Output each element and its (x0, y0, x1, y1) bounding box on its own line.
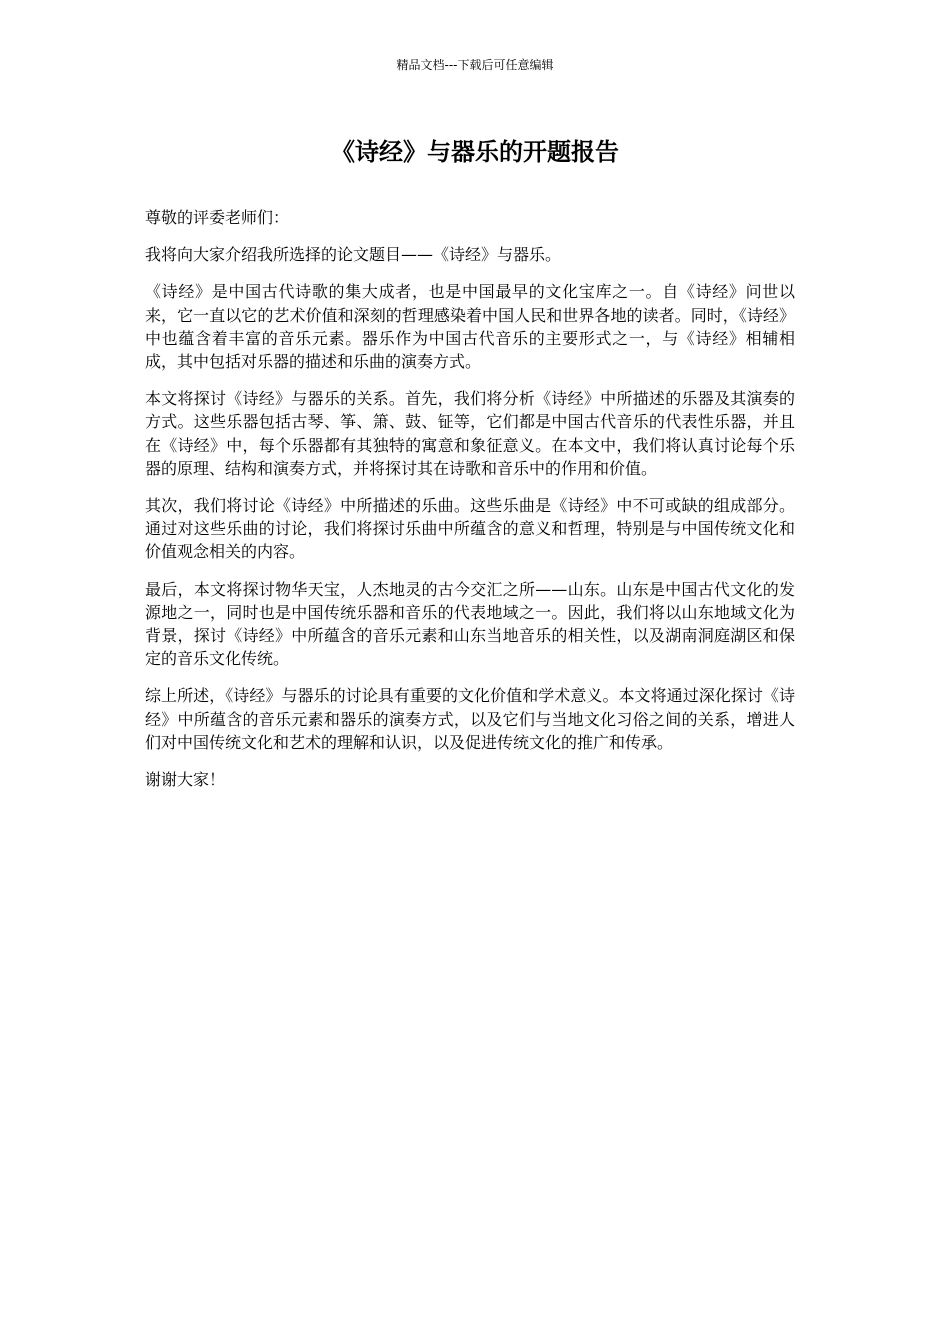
body-paragraph: 《诗经》是中国古代诗歌的集大成者，也是中国最早的文化宝库之一。自《诗经》问世以来，它一直以它的艺术价值和深刻的哲理感染着中国人民和世界各地的读者。同时，《诗经》中也蕴含着丰富的音乐元素。器乐作为中国古代音乐的主要形式之一，与《诗经》相辅相成，其中包括对乐器的描述和乐曲的演奏方式。 (145, 282, 795, 372)
body-paragraph: 其次，我们将讨论《诗经》中所描述的乐曲。这些乐曲是《诗经》中不可或缺的组成部分。通过对这些乐曲的讨论，我们将探讨乐曲中所蕴含的意义和哲理，特别是与中国传统文化和价值观念相关的内容。 (145, 496, 795, 562)
intro-paragraph: 我将向大家介绍我所选择的论文题目——《诗经》与器乐。 (145, 245, 562, 265)
body-paragraph: 最后，本文将探讨物华天宝，人杰地灵的古今交汇之所——山东。山东是中国古代文化的发源地之一，同时也是中国传统乐器和音乐的代表地域之一。因此，我们将以山东地域文化为背景，探讨《诗经》中所蕴含的音乐元素和山东当地音乐的相关性，以及湖南洞庭湖区和保定的音乐文化传统。 (145, 579, 795, 669)
document-body (145, 206, 795, 805)
body-paragraph: 本文将探讨《诗经》与器乐的关系。首先，我们将分析《诗经》中所描述的乐器及其演奏的方式。这些乐器包括古琴、筝、箫、鼓、钲等，它们都是中国古代音乐的代表性乐器，并且在《诗经》中，每个乐器都有其独特的寓意和象征意义。在本文中，我们将认真讨论每个乐器的原理、结构和演奏方式，并将探讨其在诗歌和音乐中的作用和价值。 (145, 389, 795, 478)
salutation-paragraph: 尊敬的评委老师们： (145, 208, 290, 227)
conclusion-paragraph: 综上所述，《诗经》与器乐的讨论具有重要的文化价值和学术意义。本文将通过深化探讨《诗经》中所蕴含的音乐元素和器乐的演奏方式，以及它们与当地文化习俗之间的关系，增进人们对中国传统文化和艺术的理解和认识，以及促进传统文化的推广和传承。 (145, 686, 795, 752)
closing-paragraph: 谢谢大家！ (145, 770, 226, 790)
page-header: 精品文档---下载后可任意编辑 (396, 58, 554, 72)
document-title: 《诗经》与器乐的开题报告 (331, 138, 619, 166)
